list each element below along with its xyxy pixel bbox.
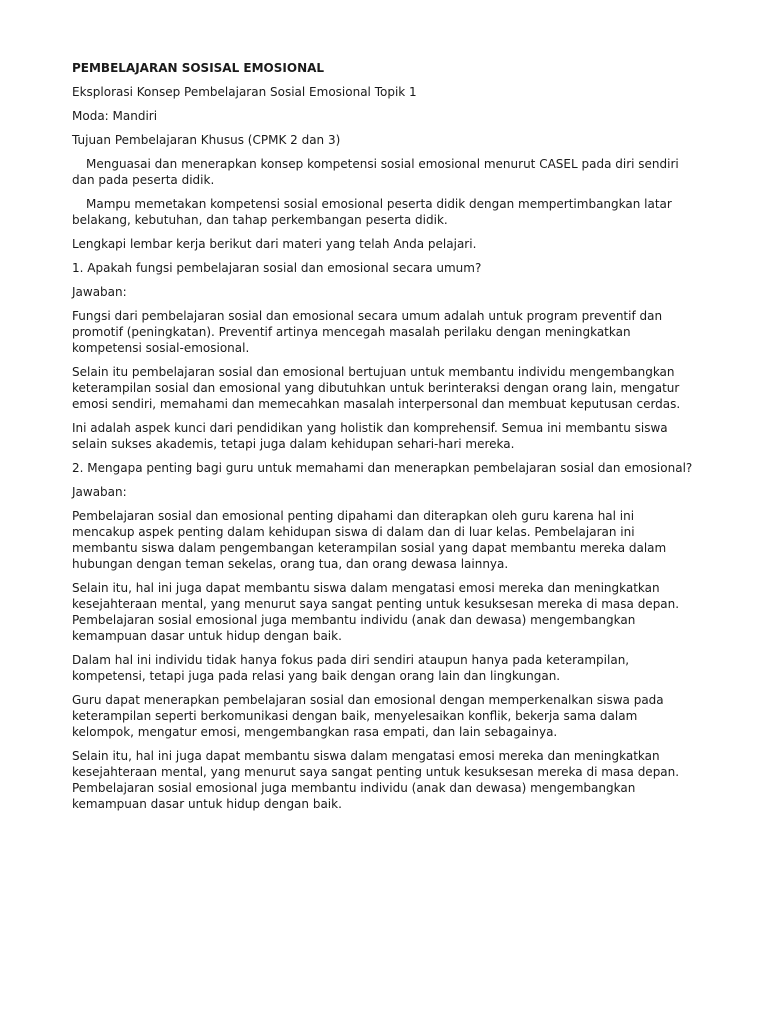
- mode-line: Moda: Mandiri: [72, 109, 158, 123]
- answer-2-paragraph-2: Selain itu, hal ini juga dapat membantu siswa dalam mengatasi emosi mereka dan meningkatkan kesejahteraan mental, yang menurut saya sangat penting untuk kesuksesan mereka di masa depan. Pembelajaran sosial emosional juga membantu individu (anak dan dewasa) mengembangkan kemampuan dasar untuk hidup dengan baik.: [72, 581, 680, 643]
- question-2: 2. Mengapa penting bagi guru untuk memahami dan menerapkan pembelajaran sosial dan emosional?: [72, 461, 693, 475]
- answer-2-paragraph-5: Selain itu, hal ini juga dapat membantu siswa dalam mengatasi emosi mereka dan meningkatkan kesejahteraan mental, yang menurut saya sangat penting untuk kesuksesan mereka di masa depan. Pembelajaran sosial emosional juga membantu individu (anak dan dewasa) mengembangkan kemampuan dasar untuk hidup dengan baik.: [72, 749, 680, 811]
- objective-2: Mampu memetakan kompetensi sosial emosional peserta didik dengan mempertimbangkan latar belakang, kebutuhan, dan tahap perkembangan peserta didik.: [72, 197, 672, 227]
- answer-label-1: Jawaban:: [72, 285, 127, 299]
- answer-1-paragraph-2: Selain itu pembelajaran sosial dan emosional bertujuan untuk membantu individu mengembangkan keterampilan sosial dan emosional yang dibutuhkan untuk berinteraksi dengan orang lain, mengatur emosi sendiri, memahami dan memecahkan masalah interpersonal dan membuat keputusan cerdas.: [72, 365, 681, 411]
- document-subtitle: Eksplorasi Konsep Pembelajaran Sosial Emosional Topik 1: [72, 85, 417, 99]
- objective-1: Menguasai dan menerapkan konsep kompetensi sosial emosional menurut CASEL pada diri sendiri dan pada peserta didik.: [72, 157, 679, 187]
- objectives-heading: Tujuan Pembelajaran Khusus (CPMK 2 dan 3): [72, 133, 341, 147]
- document-body: [72, 60, 700, 820]
- answer-label-2: Jawaban:: [72, 485, 127, 499]
- answer-2-paragraph-4: Guru dapat menerapkan pembelajaran sosial dan emosional dengan memperkenalkan siswa pada keterampilan seperti berkomunikasi dengan baik, menyelesaikan konflik, bekerja sama dalam kelompok, mengatur emosi, mengembangkan rasa empati, dan lain sebagainya.: [72, 693, 664, 739]
- question-1: 1. Apakah fungsi pembelajaran sosial dan emosional secara umum?: [72, 261, 482, 275]
- document-title: PEMBELAJARAN SOSISAL EMOSIONAL: [72, 61, 325, 75]
- answer-1-paragraph-1: Fungsi dari pembelajaran sosial dan emosional secara umum adalah untuk program preventif dan promotif (peningkatan). Preventif artinya mencegah masalah perilaku dengan meningkatkan kompetensi sosial-emosional.: [72, 309, 663, 355]
- instruction-text: Lengkapi lembar kerja berikut dari materi yang telah Anda pelajari.: [72, 237, 477, 251]
- answer-2-paragraph-3: Dalam hal ini individu tidak hanya fokus pada diri sendiri ataupun hanya pada keterampilan, kompetensi, tetapi juga pada relasi yang baik dengan orang lain dan lingkungan.: [72, 653, 630, 683]
- answer-2-paragraph-1: Pembelajaran sosial dan emosional penting dipahami dan diterapkan oleh guru karena hal ini mencakup aspek penting dalam kehidupan siswa di dalam dan di luar kelas. Pembelajaran ini membantu siswa dalam pengembangan keterampilan sosial yang dapat membantu mereka dalam hubungan dengan teman sekelas, orang tua, dan orang dewasa lainnya.: [72, 509, 667, 571]
- answer-1-paragraph-3: Ini adalah aspek kunci dari pendidikan yang holistik dan komprehensif. Semua ini membantu siswa selain sukses akademis, tetapi juga dalam kehidupan sehari-hari mereka.: [72, 421, 668, 451]
